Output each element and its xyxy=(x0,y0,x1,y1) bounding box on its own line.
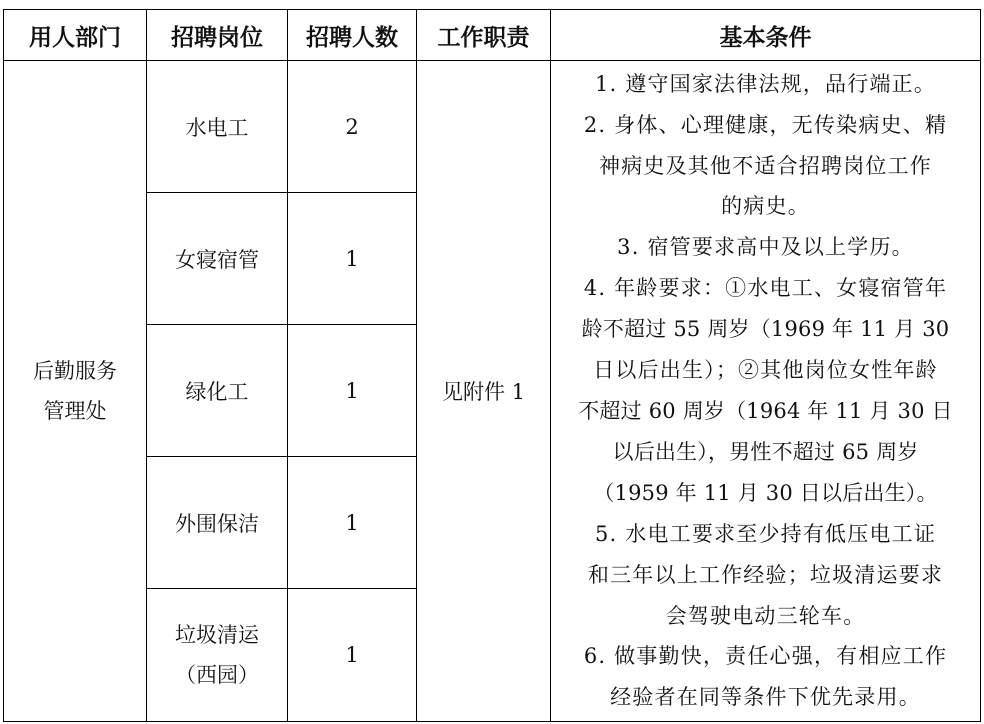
conditions-line: 6. 做事勤快，责任心强，有相应工作 xyxy=(583,644,948,669)
position-cell: 绿化工 xyxy=(147,325,288,457)
conditions-line: 龄不超过 55 周岁（1969 年 11 月 30 xyxy=(581,317,950,342)
conditions-line: 不超过 60 周岁（1964 年 11 月 30 日 xyxy=(578,399,953,423)
count-cell: 1 xyxy=(288,589,417,722)
header-conditions: 基本条件 xyxy=(551,10,981,61)
count-cell: 1 xyxy=(288,193,417,325)
count-cell: 1 xyxy=(288,457,417,589)
conditions-line: 和三年以上工作经验；垃圾清运要求 xyxy=(587,562,944,587)
department-cell xyxy=(4,61,147,722)
conditions-line: 以后出生），男性不超过 65 周岁 xyxy=(612,439,919,464)
recruitment-table xyxy=(3,9,981,722)
conditions-cell xyxy=(551,61,981,722)
conditions-line: 经验者在同等条件下优先录用。 xyxy=(610,685,921,710)
count-cell: 1 xyxy=(288,325,417,457)
conditions-line: 5. 水电工要求至少持有低压电工证 xyxy=(594,521,937,546)
conditions-line: 3. 宿管要求高中及以上学历。 xyxy=(617,235,914,260)
conditions-line: 的病史。 xyxy=(721,194,810,219)
conditions-line: 日以后出生）；②其他岗位女性年龄 xyxy=(593,358,938,383)
header-row xyxy=(4,10,981,61)
department-line-1: 后勤服务 xyxy=(33,359,117,383)
position-cell: 外围保洁 xyxy=(147,457,288,589)
header-position: 招聘岗位 xyxy=(147,10,288,61)
position-cell: 水电工 xyxy=(147,61,288,193)
position-line-2: （西园） xyxy=(175,663,259,687)
position-line-1: 垃圾清运 xyxy=(175,623,259,647)
header-duty: 工作职责 xyxy=(417,10,551,61)
conditions-line: 1. 遵守国家法律法规，品行端正。 xyxy=(594,71,937,96)
conditions-line: 4. 年龄要求：①水电工、女寝宿管年 xyxy=(583,276,948,301)
header-count: 招聘人数 xyxy=(288,10,417,61)
conditions-line: 2. 身体、心理健康，无传染病史、精 xyxy=(583,112,948,137)
conditions-line: 会驾驶电动三轮车。 xyxy=(665,603,866,628)
position-cell xyxy=(147,589,288,722)
department-line-2: 管理处 xyxy=(43,399,107,423)
duty-cell: 见附件 1 xyxy=(417,61,551,722)
table-row xyxy=(4,61,981,193)
position-cell: 女寝宿管 xyxy=(147,193,288,325)
conditions-line: （1959 年 11 月 30 日以后出生）。 xyxy=(593,480,938,505)
count-cell: 2 xyxy=(288,61,417,193)
conditions-line: 神病史及其他不适合招聘岗位工作 xyxy=(599,153,932,178)
header-department: 用人部门 xyxy=(4,10,147,61)
